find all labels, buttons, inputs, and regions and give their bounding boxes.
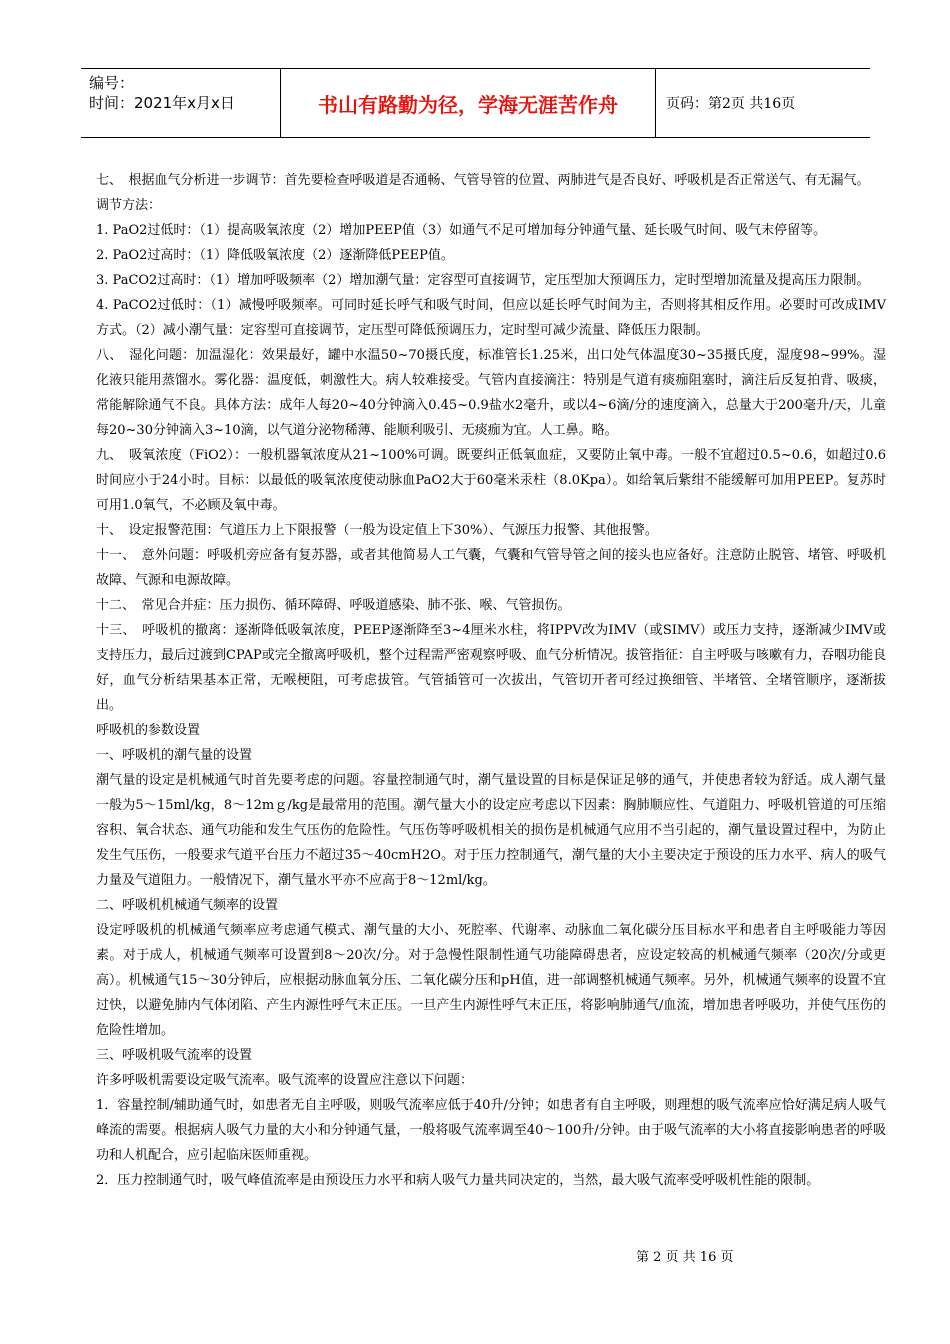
document-date-label: 时间：2021年x月x日 [89,94,235,112]
paragraph: 1. PaO2过低时：（1）提高吸氧浓度（2）增加PEEP值（3）如通气不足可增加每分钟通气量、延长吸气时间、吸气末停留等。 [96,223,827,238]
section-heading: 呼吸机的参数设置 [96,723,201,738]
paragraph: 七、 根据血气分析进一步调节：首先要检查呼吸道是否通畅、气管导管的位置、两肺进气是否良好、呼吸机是否正常送气、有无漏气。 [96,173,870,188]
paragraph: 八、 湿化问题：加温湿化：效果最好，罐中水温50~70摄氏度，标准管长1.25米，出口处气体温度30~35摄氏度，湿度98~99%。湿化液只能用蒸馏水。雾化器：温度低，刺激性大。病人较难接受。气管内直接滴注：特别是气道有痰痂阻塞时，滴注后反复拍背、吸痰，常能解除通气不良。具体方法：成年人每20~40分钟滴入0.45~0.9盐水2毫升，或以4~6滴/分的速度滴入，总量大于200毫升/天，儿童每20~30分钟滴入3~10滴，以气道分泌物稀薄、能顺利吸引、无痰痂为宜。人工鼻。略。 [96,348,886,438]
paragraph: 设定呼吸机的机械通气频率应考虑通气模式、潮气量的大小、死腔率、代谢率、动脉血二氧化碳分压目标水平和患者自主呼吸能力等因素。对于成人，机械通气频率可设置到8～20次/分。对于急慢性限制性通气功能障碍患者，应设定较高的机械通气频率（20次/分或更高）。机械通气15～30分钟后，应根据动脉血氧分压、二氧化碳分压和pH值，进一部调整机械通气频率。另外，机械通气频率的设置不宜过快，以避免肺内气体闭陷、产生内源性呼气末正压。一旦产生内源性呼气末正压，将影响肺通气/血流，增加患者呼吸功，并使气压伤的危险性增加。 [96,923,886,1038]
paragraph: 4. PaCO2过低时：（1）减慢呼吸频率。可同时延长呼气和吸气时间，但应以延长呼气时间为主，否则将其相反作用。必要时可改成IMV方式。（2）减小潮气量：定容型可直接调节，定压型可降低预调压力，定时型可减少流量、降低压力限制。 [96,298,886,338]
paragraph: 十二、 常见合并症：压力损伤、循环障碍、呼吸道感染、肺不张、喉、气管损伤。 [96,598,571,613]
page-header [81,68,870,138]
document-body [96,168,886,1193]
paragraph: 调节方法： [96,198,162,213]
paragraph: 潮气量的设定是机械通气时首先要考虑的问题。容量控制通气时，潮气量设置的目标是保证足够的通气，并使患者较为舒适。成人潮气量一般为5～15ml/kg，8～12mｇ/kg是最常用的范围。潮气量大小的设定应考虑以下因素：胸肺顺应性、气道阻力、呼吸机管道的可压缩容积、氧合状态、通气功能和发生气压伤的危险性。气压伤等呼吸机相关的损伤是机械通气应用不当引起的，潮气量设置过程中，为防止发生气压伤，一般要求气道平台压力不超过35～40cmH2O。对于压力控制通气，潮气量的大小主要决定于预设的压力水平、病人的吸气力量及气道阻力。一般情况下，潮气量水平亦不应高于8～12ml/kg。 [96,773,886,888]
section-heading: 一、呼吸机的潮气量的设置 [96,748,253,763]
page-footer: 第 2 页 共 16 页 [636,1250,734,1265]
paragraph: 1．容量控制/辅助通气时，如患者无自主呼吸，则吸气流率应低于40升/分钟；如患者有自主呼吸，则理想的吸气流率应恰好满足病人吸气峰流的需要。根据病人吸气力量的大小和分钟通气量，一般将吸气流率调至40～100升/分钟。由于吸气流率的大小将直接影响患者的呼吸功和人机配合，应引起临床医师重视。 [96,1098,886,1163]
paragraph: 九、 吸氧浓度（FiO2）：一般机器氧浓度从21~100%可调。既要纠正低氧血症，又要防止氧中毒。一般不宜超过0.5~0.6，如超过0.6时间应小于24小时。目标：以最低的吸氧浓度使动脉血PaO2大于60毫米汞柱（8.0Kpa）。如给氧后紫绀不能缓解可加用PEEP。复苏时可用1.0氧气，不必顾及氧中毒。 [96,448,886,513]
section-heading: 三、呼吸机吸气流率的设置 [96,1048,253,1063]
header-page-number: 页码：第2页 共16页 [666,96,796,112]
paragraph: 十一、 意外问题：呼吸机旁应备有复苏器，或者其他简易人工气囊，气囊和气管导管之间的接头也应备好。注意防止脱管、堵管、呼吸机故障、气源和电源故障。 [96,548,886,588]
paragraph: 2. PaO2过高时：（1）降低吸氧浓度（2）逐渐降低PEEP值。 [96,248,454,263]
paragraph: 2．压力控制通气时，吸气峰值流率是由预设压力水平和病人吸气力量共同决定的，当然，最大吸气流率受呼吸机性能的限制。 [96,1173,820,1188]
header-motto: 书山有路勤为径，学海无涯苦作舟 [281,69,656,137]
header-info [81,69,281,137]
paragraph: 3. PaCO2过高时：（1）增加呼吸频率（2）增加潮气量：定容型可直接调节，定压型加大预调压力，定时型增加流量及提高压力限制。 [96,273,870,288]
section-heading: 二、呼吸机机械通气频率的设置 [96,898,279,913]
document-number-label: 编号： [89,74,135,92]
paragraph: 十三、 呼吸机的撤离：逐渐降低吸氧浓度，PEEP逐渐降至3~4厘米水柱，将IPPV改为IMV（或SIMV）或压力支持，逐渐减少IMV或支持压力，最后过渡到CPAP或完全撤离呼吸机，整个过程需严密观察呼吸、血气分析情况。拔管指征：自主呼吸与咳嗽有力，吞咽功能良好，血气分析结果基本正常，无喉梗阻，可考虑拔管。气管插管可一次拔出，气管切开者可经过换细管、半堵管、全堵管顺序，逐渐拔出。 [96,623,886,713]
paragraph: 十、 设定报警范围：气道压力上下限报警（一般为设定值上下30%）、气源压力报警、其他报警。 [96,523,658,538]
paragraph: 许多呼吸机需要设定吸气流率。吸气流率的设置应注意以下问题： [96,1073,474,1088]
